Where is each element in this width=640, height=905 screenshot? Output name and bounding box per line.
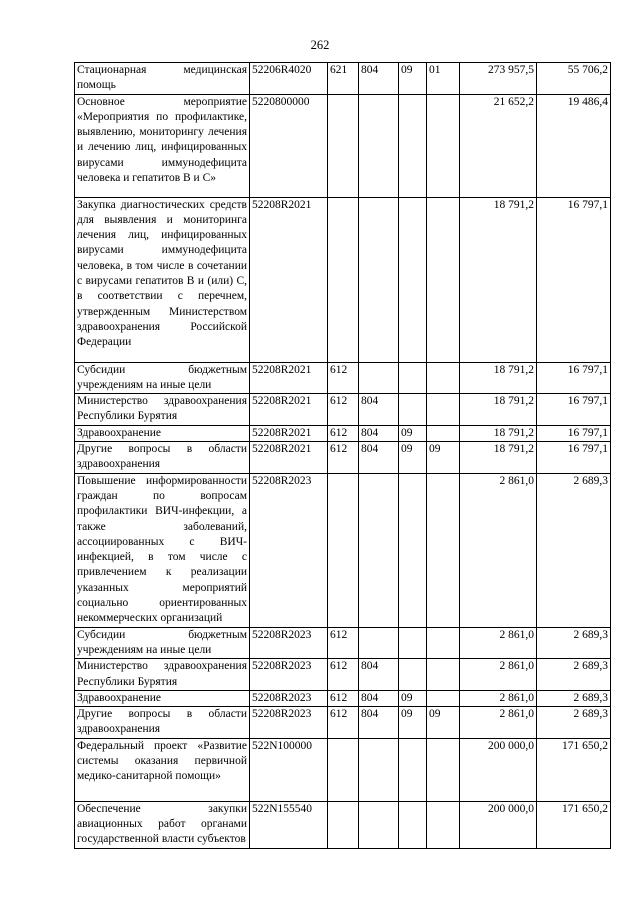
- cell-gr: 804: [359, 63, 399, 95]
- cell-name: Субсидии бюджетным учреждениям на иные цели: [75, 627, 250, 659]
- cell-rz: 09: [399, 425, 427, 441]
- cell-vr: [328, 197, 359, 362]
- cell-sum2: 16 797,1: [537, 362, 611, 394]
- cell-name: Министерство здравоохранения Республики Бурятия: [75, 394, 250, 426]
- cell-rz: [399, 801, 427, 848]
- cell-rz: [399, 627, 427, 659]
- cell-name: Другие вопросы в области здравоохранения: [75, 442, 250, 474]
- table-row: [75, 197, 611, 362]
- cell-vr: 612: [328, 425, 359, 441]
- cell-code: 52208R2023: [250, 707, 328, 739]
- cell-vr: 612: [328, 442, 359, 474]
- cell-gr: 804: [359, 442, 399, 474]
- cell-code: 5220800000: [250, 94, 328, 197]
- cell-pr: 01: [427, 63, 460, 95]
- cell-pr: [427, 394, 460, 426]
- table-row: [75, 442, 611, 474]
- cell-gr: [359, 627, 399, 659]
- cell-pr: [427, 362, 460, 394]
- cell-rz: [399, 94, 427, 197]
- cell-gr: [359, 801, 399, 848]
- cell-sum2: 2 689,3: [537, 707, 611, 739]
- cell-gr: [359, 738, 399, 801]
- cell-sum1: 2 861,0: [460, 627, 537, 659]
- cell-pr: 09: [427, 707, 460, 739]
- cell-code: 52206R4020: [250, 63, 328, 95]
- cell-sum2: 16 797,1: [537, 197, 611, 362]
- cell-pr: [427, 94, 460, 197]
- cell-code: 52208R2021: [250, 425, 328, 441]
- cell-name: Субсидии бюджетным учреждениям на иные цели: [75, 362, 250, 394]
- cell-rz: 09: [399, 63, 427, 95]
- cell-sum2: 171 650,2: [537, 738, 611, 801]
- cell-sum1: 18 791,2: [460, 394, 537, 426]
- cell-gr: [359, 197, 399, 362]
- cell-sum1: 18 791,2: [460, 197, 537, 362]
- cell-vr: 612: [328, 707, 359, 739]
- cell-sum2: 16 797,1: [537, 394, 611, 426]
- cell-code: 522N100000: [250, 738, 328, 801]
- cell-code: 52208R2021: [250, 442, 328, 474]
- cell-sum1: 273 957,5: [460, 63, 537, 95]
- cell-gr: 804: [359, 690, 399, 706]
- cell-vr: 612: [328, 362, 359, 394]
- cell-pr: [427, 425, 460, 441]
- cell-vr: 612: [328, 627, 359, 659]
- cell-vr: [328, 801, 359, 848]
- table-row: [75, 707, 611, 739]
- cell-gr: 804: [359, 659, 399, 691]
- cell-code: 52208R2021: [250, 394, 328, 426]
- cell-pr: [427, 473, 460, 627]
- cell-code: 52208R2023: [250, 659, 328, 691]
- cell-sum1: 21 652,2: [460, 94, 537, 197]
- cell-sum2: 2 689,3: [537, 627, 611, 659]
- cell-pr: [427, 197, 460, 362]
- cell-sum2: 19 486,4: [537, 94, 611, 197]
- table-row: [75, 627, 611, 659]
- cell-rz: [399, 394, 427, 426]
- cell-pr: [427, 659, 460, 691]
- cell-vr: [328, 738, 359, 801]
- cell-gr: 804: [359, 707, 399, 739]
- cell-code: 52208R2021: [250, 197, 328, 362]
- cell-code: 522N155540: [250, 801, 328, 848]
- cell-name: Обеспечение закупки авиационных работ органами государственной власти субъектов: [75, 801, 250, 848]
- cell-vr: [328, 473, 359, 627]
- cell-vr: 612: [328, 690, 359, 706]
- cell-name: Здравоохранение: [75, 425, 250, 441]
- cell-pr: [427, 738, 460, 801]
- cell-sum1: 200 000,0: [460, 801, 537, 848]
- cell-vr: [328, 94, 359, 197]
- table-row: [75, 394, 611, 426]
- table-row: [75, 473, 611, 627]
- cell-rz: [399, 197, 427, 362]
- cell-gr: [359, 473, 399, 627]
- cell-vr: 612: [328, 394, 359, 426]
- cell-name: Министерство здравоохранения Республики Бурятия: [75, 659, 250, 691]
- cell-sum1: 200 000,0: [460, 738, 537, 801]
- cell-sum1: 2 861,0: [460, 707, 537, 739]
- cell-name: Закупка диагностических средств для выявления и мониторинга лечения лиц, инфицированных вирусами иммунодефицита человека, в том числе в сочетании с вирусами гепатитов В и (или) С, в соответствии с перечнем, утвержденным Министерством здравоохранения Российской Федерации: [75, 197, 250, 362]
- cell-sum2: 2 689,3: [537, 690, 611, 706]
- cell-gr: 804: [359, 394, 399, 426]
- cell-vr: 612: [328, 659, 359, 691]
- cell-sum2: 2 689,3: [537, 659, 611, 691]
- cell-sum1: 2 861,0: [460, 473, 537, 627]
- cell-sum1: 2 861,0: [460, 690, 537, 706]
- cell-code: 52208R2023: [250, 690, 328, 706]
- cell-name: Федеральный проект «Развитие системы оказания первичной медико-санитарной помощи»: [75, 738, 250, 801]
- cell-rz: [399, 738, 427, 801]
- cell-rz: 09: [399, 442, 427, 474]
- cell-code: 52208R2021: [250, 362, 328, 394]
- cell-sum2: 171 650,2: [537, 801, 611, 848]
- cell-pr: 09: [427, 442, 460, 474]
- cell-name: Основное мероприятие «Мероприятия по профилактике, выявлению, мониторингу лечения и лечению лиц, инфицированных вирусами иммунодефицита человека и гепатитов В и С»: [75, 94, 250, 197]
- cell-sum1: 2 861,0: [460, 659, 537, 691]
- cell-sum2: 16 797,1: [537, 425, 611, 441]
- cell-rz: [399, 362, 427, 394]
- table-row: [75, 738, 611, 801]
- cell-sum1: 18 791,2: [460, 425, 537, 441]
- cell-sum1: 18 791,2: [460, 442, 537, 474]
- cell-code: 52208R2023: [250, 473, 328, 627]
- table-row: [75, 690, 611, 706]
- cell-rz: [399, 473, 427, 627]
- table-row: [75, 362, 611, 394]
- cell-sum2: 16 797,1: [537, 442, 611, 474]
- cell-gr: 804: [359, 425, 399, 441]
- cell-gr: [359, 94, 399, 197]
- cell-pr: [427, 690, 460, 706]
- cell-rz: 09: [399, 690, 427, 706]
- page-number: 262: [310, 38, 330, 52]
- cell-name: Стационарная медицинская помощь: [75, 63, 250, 95]
- table-row: [75, 63, 611, 95]
- cell-gr: [359, 362, 399, 394]
- cell-name: Другие вопросы в области здравоохранения: [75, 707, 250, 739]
- cell-rz: [399, 659, 427, 691]
- cell-pr: [427, 627, 460, 659]
- table-row: [75, 659, 611, 691]
- cell-sum2: 55 706,2: [537, 63, 611, 95]
- table-row: [75, 94, 611, 197]
- cell-vr: 621: [328, 63, 359, 95]
- budget-table: [74, 62, 611, 849]
- cell-name: Повышение информированности граждан по вопросам профилактики ВИЧ-инфекции, а также заболеваний, ассоциированных с ВИЧ-инфекцией, в том числе с привлечением к реализации указанных мероприятий социально ориентированных некоммерческих организаций: [75, 473, 250, 627]
- cell-code: 52208R2023: [250, 627, 328, 659]
- cell-sum1: 18 791,2: [460, 362, 537, 394]
- cell-sum2: 2 689,3: [537, 473, 611, 627]
- table-row: [75, 425, 611, 441]
- table-body: [75, 63, 611, 849]
- table-row: [75, 801, 611, 848]
- cell-pr: [427, 801, 460, 848]
- cell-rz: 09: [399, 707, 427, 739]
- cell-name: Здравоохранение: [75, 690, 250, 706]
